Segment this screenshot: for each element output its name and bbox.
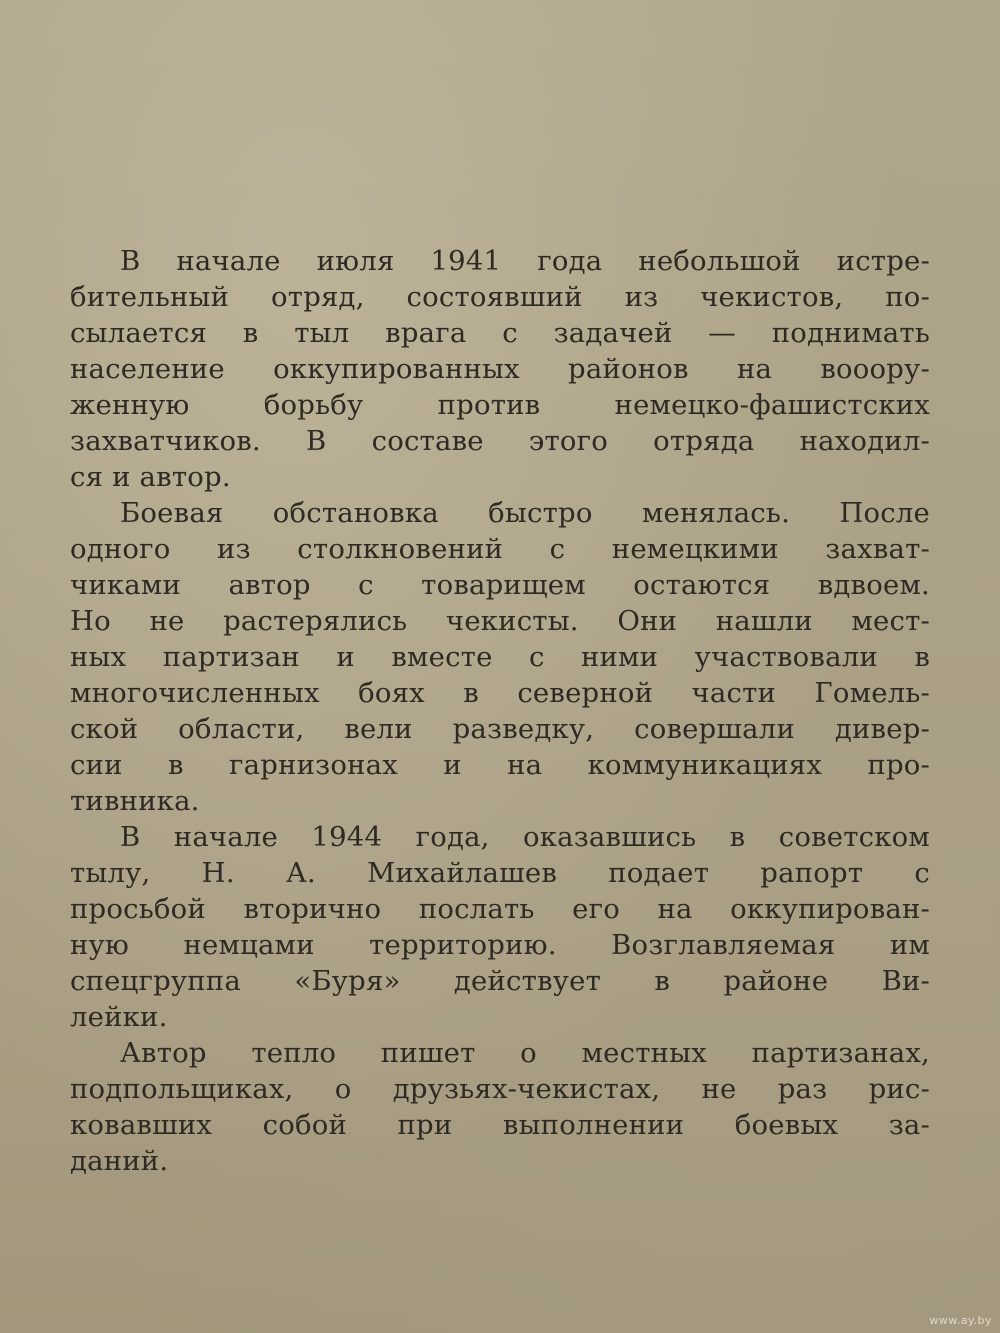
text-line: чиками автор с товарищем остаются вдвоем. <box>70 569 930 601</box>
text-line: бительный отряд, состоявший из чекистов, по- <box>70 281 930 313</box>
text-line: Но не растерялись чекисты. Они нашли мест- <box>70 605 930 637</box>
text-line: ных партизан и вместе с ними участвовали в <box>70 641 930 673</box>
text-line: ской области, вели разведку, совершали дивер- <box>70 713 930 745</box>
text-line: тивника. <box>70 785 200 817</box>
text-line: ную немцами территорию. Возглавляемая им <box>70 929 930 961</box>
paragraph-4 <box>70 1035 930 1179</box>
text-line: просьбой вторично послать его на оккупирован- <box>70 893 930 925</box>
text-line: население оккупированных районов на вооору- <box>70 353 930 385</box>
text-line: В начале июля 1941 года небольшой истре- <box>120 245 930 277</box>
text-line: одного из столкновений с немецкими захват- <box>70 533 930 565</box>
text-line: многочисленных боях в северной части Гомель- <box>70 677 930 709</box>
text-block <box>70 243 930 1179</box>
text-line: В начале 1944 года, оказавшись в советском <box>120 821 930 853</box>
text-line: подпольщиках, о друзьях-чекистах, не раз рис- <box>70 1073 930 1105</box>
paragraph-2 <box>70 495 930 819</box>
text-line: сылается в тыл врага с задачей — поднимать <box>70 317 930 349</box>
text-line: Боевая обстановка быстро менялась. После <box>120 497 930 529</box>
text-line: тылу, Н. А. Михайлашев подает рапорт с <box>70 857 930 889</box>
text-line: спецгруппа «Буря» действует в районе Ви- <box>70 965 930 997</box>
text-line: лейки. <box>70 1001 168 1033</box>
text-line: даний. <box>70 1145 169 1177</box>
paragraph-1 <box>70 243 930 495</box>
text-line: ся и автор. <box>70 461 231 493</box>
text-line: сии в гарнизонах и на коммуникациях про- <box>70 749 930 781</box>
paragraph-3 <box>70 819 930 1035</box>
watermark: www.ay.by <box>929 1314 992 1327</box>
text-line: ковавших собой при выполнении боевых за- <box>70 1109 930 1141</box>
text-line: Автор тепло пишет о местных партизанах, <box>120 1037 930 1069</box>
text-line: женную борьбу против немецко-фашистских <box>70 389 930 421</box>
text-line: захватчиков. В составе этого отряда находил- <box>70 425 930 457</box>
